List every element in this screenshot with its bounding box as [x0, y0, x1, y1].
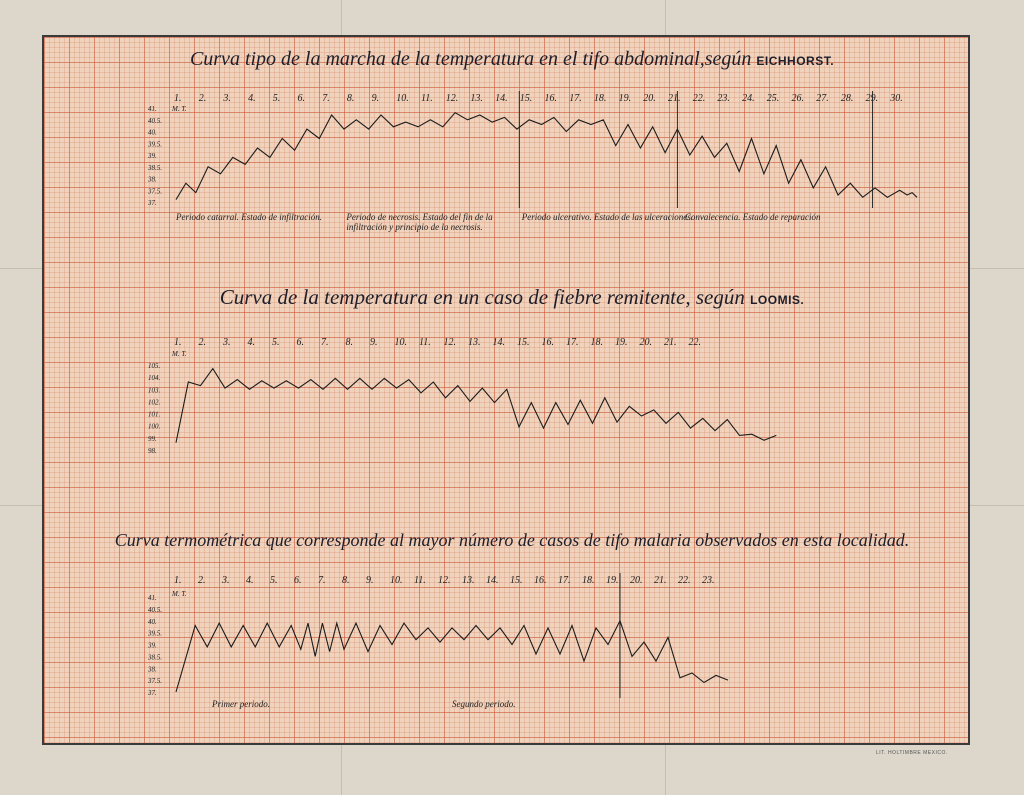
day-label: 16.: [544, 93, 557, 104]
period-annotation: Convalecencia. Estado de reparación: [684, 212, 821, 222]
y-tick-label: 40.5.: [148, 605, 162, 614]
y-tick-label: 38.5.: [148, 163, 162, 172]
day-label: 22.: [692, 93, 706, 104]
day-label: 22.: [688, 337, 701, 348]
day-label: 23.: [702, 575, 715, 586]
unit-label: M. T.: [172, 350, 187, 358]
period-annotation: Periodo de necrosis. Estado del fin de la: [346, 212, 493, 222]
day-label: 1.: [174, 337, 182, 348]
day-label: 10.: [394, 337, 407, 348]
day-label: 18.: [593, 93, 607, 104]
day-label: 6.: [296, 337, 304, 348]
day-label: 21.: [664, 337, 677, 348]
day-label: 17.: [566, 337, 579, 348]
day-label: 2.: [198, 93, 207, 104]
day-label: 10.: [396, 93, 409, 104]
day-label: 24.: [742, 93, 755, 104]
y-tick-label: 103.: [148, 386, 161, 395]
day-label: 12.: [438, 575, 451, 586]
day-label: 18.: [590, 337, 603, 348]
temperature-series-line: [176, 369, 776, 443]
day-label: 13.: [462, 575, 475, 586]
temperature-series-line: [176, 621, 728, 692]
day-label: 3.: [223, 93, 231, 104]
day-label: 16.: [541, 337, 554, 348]
day-label: 12.: [443, 337, 456, 348]
y-tick-label: 38.5.: [148, 653, 162, 662]
day-label: 6.: [294, 575, 302, 586]
day-label: 5.: [272, 93, 281, 104]
period-annotation: Periodo ulcerativo. Estado de las ulceraciones.: [521, 212, 694, 222]
day-label: 16.: [534, 575, 547, 586]
day-label: 19.: [615, 337, 628, 348]
day-label: 15.: [519, 93, 533, 104]
day-label: 4.: [246, 575, 254, 586]
day-label: 7.: [322, 93, 330, 104]
day-label: 20.: [639, 337, 652, 348]
y-tick-label: 98.: [148, 447, 157, 455]
period-annotation: Periodo catarral. Estado de infiltración.: [176, 212, 322, 222]
day-label: 29.: [865, 93, 879, 104]
y-tick-label: 37.: [148, 689, 157, 697]
y-tick-label: 40.: [148, 617, 157, 626]
day-label: 20.: [643, 93, 656, 104]
chart-title-1-author: EICHHORST.: [756, 54, 835, 68]
day-label: 25.: [766, 93, 780, 104]
y-tick-label: 40.: [148, 128, 157, 137]
period-annotation: infiltración y principio de la necrosis.: [346, 222, 483, 232]
chart-title-1-text: Curva tipo de la marcha de la temperatura en el tifo abdominal,según: [189, 48, 752, 70]
y-tick-label: 40.5.: [148, 116, 162, 125]
day-label: 6.: [297, 93, 305, 104]
day-label: 4.: [247, 337, 255, 348]
day-label: 13.: [468, 337, 481, 348]
day-label: 14.: [495, 93, 508, 104]
day-label: 3.: [223, 337, 231, 348]
y-tick-label: 105.: [148, 362, 161, 370]
day-label: 8.: [342, 575, 350, 586]
chart-title-3-text: Curva termométrica que corresponde al mayor número de casos de tifo malaria observados en esta localidad.: [114, 530, 910, 550]
y-tick-label: 100.: [148, 422, 161, 431]
y-tick-label: 41.: [148, 594, 157, 602]
period-annotation: Segundo periodo.: [452, 699, 516, 709]
day-label: 19.: [606, 575, 619, 586]
day-label: 1.: [174, 575, 182, 586]
day-label: 18.: [582, 575, 595, 586]
day-label: 13.: [470, 93, 483, 104]
day-label: 23.: [717, 93, 730, 104]
day-label: 8.: [346, 93, 355, 104]
day-label: 27.: [816, 93, 829, 104]
chart-title-2-text: Curva de la temperatura en un caso de fiebre remitente, según: [219, 285, 745, 309]
day-label: 7.: [321, 337, 329, 348]
y-tick-label: 104.: [148, 374, 161, 383]
y-tick-label: 39.5.: [148, 629, 162, 638]
day-label: 17.: [558, 575, 571, 586]
day-label: 9.: [370, 337, 378, 348]
y-tick-label: 37.: [148, 199, 157, 207]
y-tick-label: 37.5.: [148, 187, 162, 196]
day-label: 21.: [654, 575, 667, 586]
day-label: 19.: [618, 93, 632, 104]
y-tick-label: 41.: [148, 105, 157, 113]
day-label: 30.: [890, 93, 903, 104]
day-label: 7.: [318, 575, 326, 586]
period-annotation: Primer periodo.: [212, 699, 270, 709]
lithographer-footer: LIT. HOLTIMBRE MEXICO.: [876, 750, 948, 756]
y-tick-label: 39.5.: [148, 140, 162, 149]
unit-label: M. T.: [172, 105, 187, 113]
day-label: 22.: [678, 575, 691, 586]
chart-title-2-author: LOOMIS.: [750, 293, 805, 307]
day-label: 14.: [492, 337, 505, 348]
day-label: 9.: [371, 93, 380, 104]
y-tick-label: 102.: [148, 398, 161, 407]
day-label: 21.: [668, 93, 681, 104]
day-label: 5.: [270, 575, 278, 586]
day-label: 1.: [174, 93, 182, 104]
day-label: 3.: [222, 575, 230, 586]
unit-label: M. T.: [172, 590, 187, 598]
day-label: 11.: [421, 93, 433, 104]
day-label: 14.: [486, 575, 499, 586]
y-tick-label: 39.: [148, 152, 157, 160]
day-label: 15.: [510, 575, 523, 586]
day-label: 10.: [390, 575, 403, 586]
day-label: 17.: [569, 93, 582, 104]
day-label: 12.: [445, 93, 459, 104]
y-tick-label: 37.5.: [148, 677, 162, 686]
y-tick-label: 101.: [148, 410, 161, 419]
day-label: 28.: [840, 93, 854, 104]
day-label: 5.: [272, 337, 280, 348]
day-label: 4.: [248, 93, 256, 104]
day-label: 2.: [198, 337, 206, 348]
day-label: 8.: [345, 337, 353, 348]
y-tick-label: 38.: [148, 175, 157, 184]
temperature-series-line: [176, 113, 917, 200]
day-label: 11.: [414, 575, 426, 586]
y-tick-label: 38.: [148, 665, 157, 674]
day-label: 9.: [366, 575, 374, 586]
day-label: 15.: [517, 337, 530, 348]
day-label: 26.: [791, 93, 804, 104]
day-label: 11.: [419, 337, 431, 348]
y-tick-label: 99.: [148, 434, 157, 443]
y-tick-label: 39.: [148, 641, 157, 650]
day-label: 20.: [630, 575, 643, 586]
day-label: 2.: [198, 575, 206, 586]
